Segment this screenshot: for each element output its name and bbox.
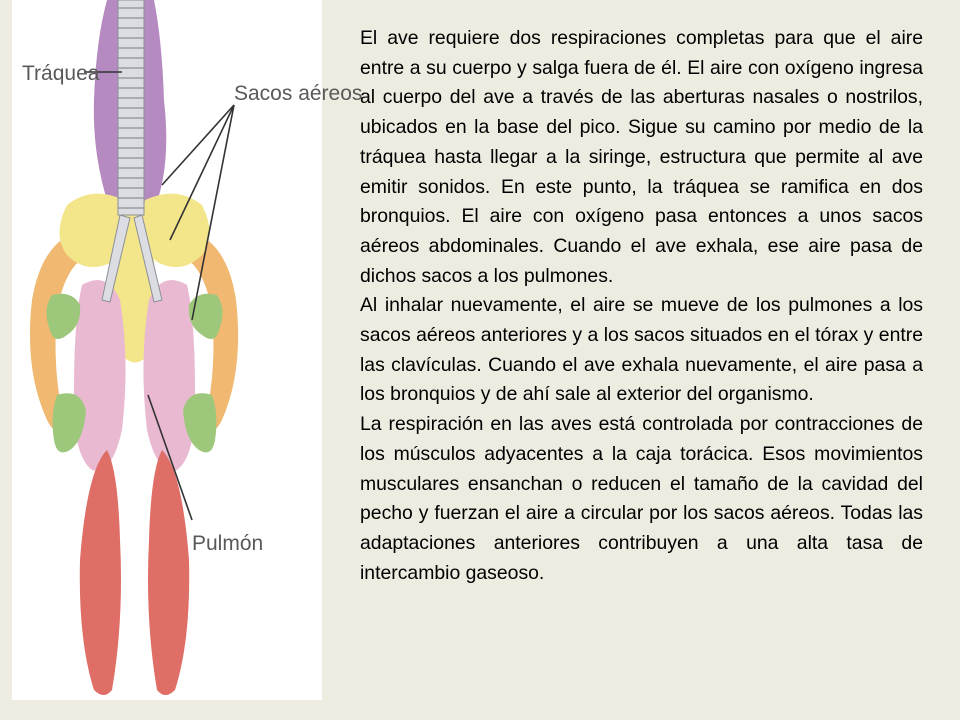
lung-left <box>74 280 126 471</box>
air-sac-right-green-upper <box>189 294 223 339</box>
muscle-left <box>80 450 121 695</box>
paragraph-3: La respiración en las aves está controlada por contracciones de los músculos adyacentes a la caja torácica. Esos movimientos musculares ensanchan o reducen el tamaño de la cavidad del pecho y fuerzan el aire a circular por los sacos aéreos. Todas las adaptaciones anteriores contribuyen a una alta tasa de intercambio gaseoso. <box>360 413 923 584</box>
label-air-sacs: Sacos aéreos <box>234 82 363 105</box>
lung-right <box>143 280 195 471</box>
label-trachea: Tráquea <box>22 62 100 85</box>
paragraph-1: El ave requiere dos respiraciones completas para que el aire entre a su cuerpo y salga fuera de él. El aire con oxígeno ingresa al cuerpo del ave a través de las aberturas nasales o nostrilos, ubicados en la base del pico. Sigue su camino por medio de la tráquea hasta llegar a la siringe, estructura que permite al ave emitir sonidos. En este punto, la tráquea se ramifica en dos bronquios. El aire con oxígeno pasa entonces a unos sacos aéreos abdominales. Cuando el ave exhala, ese aire pasa de dichos sacos a los pulmones. <box>360 27 923 287</box>
diagram-illustration <box>12 0 363 700</box>
muscle-right <box>148 450 189 695</box>
label-lung: Pulmón <box>192 532 264 555</box>
bird-respiratory-diagram <box>12 0 363 700</box>
paragraph-2: Al inhalar nuevamente, el aire se mueve de los pulmones a los sacos aéreos anteriores y a los sacos situados en el tórax y entre las clavículas. Cuando el ave exhala nuevamente, el aire pasa a los bronquios y de ahí sale al exterior del organismo. <box>360 294 923 406</box>
body-text <box>360 24 923 588</box>
air-sac-left-green-upper <box>46 294 80 339</box>
